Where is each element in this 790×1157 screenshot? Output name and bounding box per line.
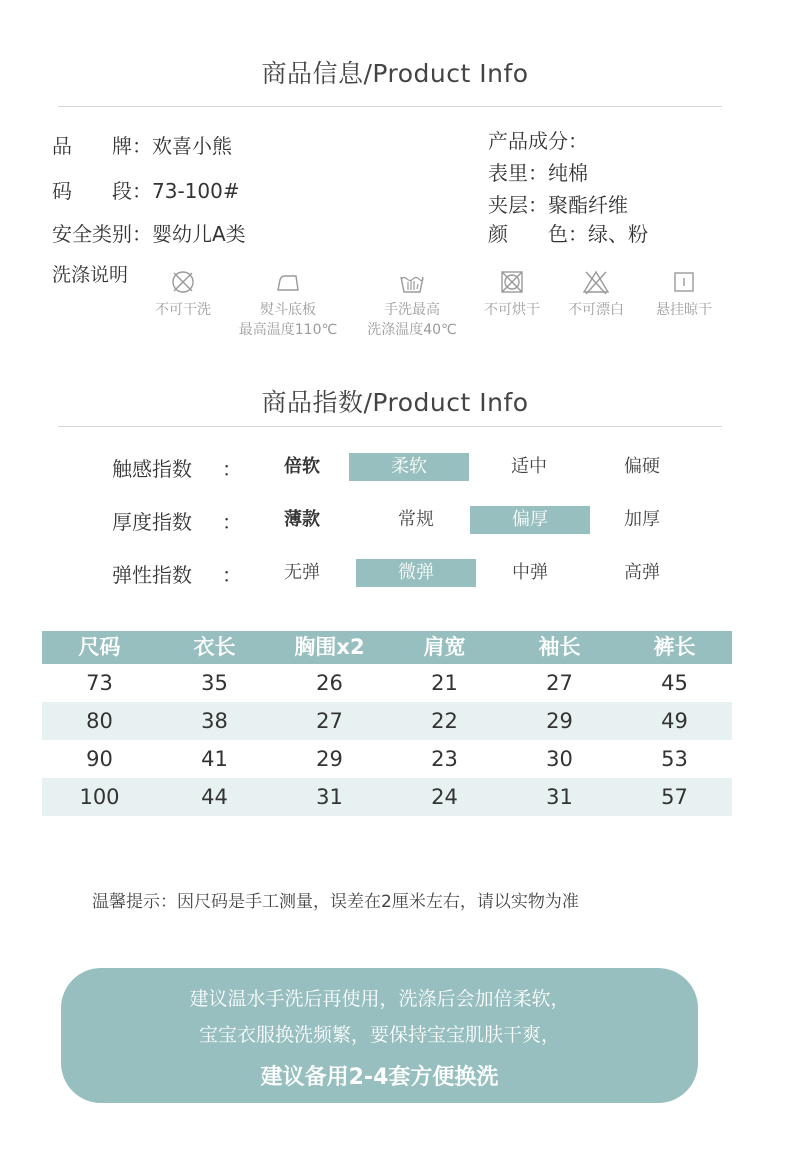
header-cell: 胸围x2 — [294, 635, 365, 659]
index-colon: ： — [222, 510, 242, 534]
table-cell: 23 — [431, 747, 458, 771]
table-cell: 29 — [316, 747, 343, 771]
divider — [58, 426, 722, 427]
middle-label: 夹层： — [488, 193, 548, 217]
table-cell: 24 — [431, 785, 458, 809]
care-label: 熨斗底板 — [260, 302, 316, 318]
touch-option-selected: 柔软 — [349, 453, 469, 481]
table-cell: 44 — [201, 785, 228, 809]
header-cell: 裤长 — [653, 635, 696, 659]
table-cell: 57 — [661, 785, 688, 809]
elasticity-option: 无弹 — [284, 562, 320, 583]
header-cell: 肩宽 — [423, 635, 466, 659]
table-cell: 73 — [86, 671, 113, 695]
touch-index-label: 触感指数 — [112, 457, 192, 481]
thickness-option: 常规 — [398, 509, 434, 530]
care-label: 不可漂白 — [568, 302, 624, 318]
care-label: 不可干洗 — [155, 302, 211, 318]
advice-line-1: 建议温水手洗后再使用，洗涤后会加倍柔软， — [189, 988, 570, 1010]
iron-icon — [274, 268, 302, 296]
header-cell: 尺码 — [78, 635, 121, 659]
table-cell: 100 — [79, 785, 120, 809]
touch-option: 适中 — [511, 456, 547, 477]
hand-wash-icon — [398, 268, 426, 296]
table-cell: 38 — [201, 709, 228, 733]
thickness-option: 薄款 — [284, 509, 320, 530]
safety-value: 婴幼儿A类 — [152, 222, 246, 246]
middle-value: 聚酯纤维 — [548, 193, 628, 217]
color-label: 颜 色： — [488, 222, 588, 246]
outer-label: 表里： — [488, 161, 548, 185]
thickness-option-selected: 偏厚 — [470, 506, 590, 534]
table-cell: 27 — [316, 709, 343, 733]
table-cell: 22 — [431, 709, 458, 733]
composition-label: 产品成分： — [488, 129, 588, 153]
measurement-tip: 温馨提示：因尺码是手工测量，误差在2厘米左右，请以实物为准 — [92, 892, 579, 912]
divider — [58, 106, 722, 107]
index-colon: ： — [222, 457, 242, 481]
advice-line-3: 建议备用2-4套方便换洗 — [260, 1065, 499, 1090]
table-cell: 30 — [546, 747, 573, 771]
header-cell: 袖长 — [538, 635, 581, 659]
care-heading: 洗涤说明 — [52, 264, 129, 286]
table-cell: 29 — [546, 709, 573, 733]
brand-value: 欢喜小熊 — [152, 134, 232, 158]
middle-row — [488, 189, 628, 218]
elasticity-option: 中弹 — [512, 562, 548, 583]
header-cell: 衣长 — [193, 635, 236, 659]
elasticity-option: 高弹 — [624, 562, 660, 583]
advice-line-2: 宝宝衣服换洗频繁，要保持宝宝肌肤干爽， — [198, 1024, 560, 1046]
care-label: 手洗最高 — [384, 302, 440, 318]
outer-row — [488, 157, 588, 186]
no-dry-clean-icon — [169, 268, 197, 296]
care-label: 悬挂晾干 — [656, 302, 712, 318]
table-cell: 27 — [546, 671, 573, 695]
touch-option: 偏硬 — [624, 456, 660, 477]
table-cell: 45 — [661, 671, 688, 695]
color-value: 绿、粉 — [588, 222, 648, 246]
elasticity-option-selected: 微弹 — [356, 559, 476, 587]
table-cell: 35 — [201, 671, 228, 695]
care-label-sub: 洗涤温度40℃ — [367, 322, 457, 338]
table-cell: 21 — [431, 671, 458, 695]
brand-row — [52, 130, 232, 159]
table-cell: 49 — [661, 709, 688, 733]
table-row — [42, 778, 732, 816]
table-row — [42, 702, 732, 740]
color-row — [488, 218, 648, 247]
index-colon: ： — [222, 563, 242, 587]
care-item-hang-dry — [614, 268, 754, 320]
size-range-value: 73-100# — [152, 179, 240, 203]
table-cell: 80 — [86, 709, 113, 733]
safety-row — [52, 218, 246, 247]
size-table — [42, 631, 732, 816]
no-bleach-icon — [582, 268, 610, 296]
size-range-row — [52, 175, 240, 204]
table-cell: 31 — [546, 785, 573, 809]
outer-value: 纯棉 — [548, 161, 588, 185]
product-info-title: 商品信息/Product Info — [261, 59, 529, 88]
care-label: 不可烘干 — [484, 302, 540, 318]
table-cell: 26 — [316, 671, 343, 695]
table-header — [42, 631, 732, 664]
table-cell: 41 — [201, 747, 228, 771]
wash-advice-banner — [61, 968, 698, 1103]
safety-label: 安全类别： — [52, 222, 152, 246]
no-tumble-dry-icon — [498, 268, 526, 296]
care-item-iron — [218, 268, 358, 340]
table-row — [42, 664, 732, 702]
touch-option: 倍软 — [284, 456, 320, 477]
brand-label: 品 牌： — [52, 134, 152, 158]
table-cell: 31 — [316, 785, 343, 809]
table-row — [42, 740, 732, 778]
size-range-label: 码 段： — [52, 179, 152, 203]
hang-dry-icon — [670, 268, 698, 296]
thickness-option: 加厚 — [624, 509, 660, 530]
thickness-index-label: 厚度指数 — [112, 510, 192, 534]
elasticity-index-label: 弹性指数 — [112, 563, 192, 587]
product-index-title: 商品指数/Product Info — [261, 388, 529, 417]
table-cell: 53 — [661, 747, 688, 771]
table-cell: 90 — [86, 747, 113, 771]
care-label-sub: 最高温度110℃ — [238, 322, 338, 338]
